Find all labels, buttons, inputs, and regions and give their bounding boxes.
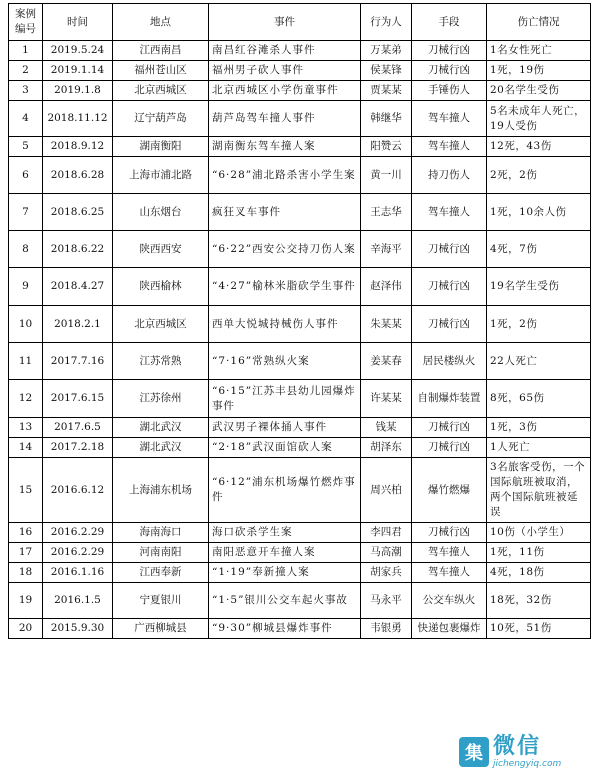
row-means: 爆竹燃爆 bbox=[412, 458, 487, 523]
row-perpetrator: 侯某锋 bbox=[361, 61, 412, 81]
row-event: 北京西城区小学伤童事件 bbox=[209, 81, 361, 101]
row-means: 驾车撞人 bbox=[412, 194, 487, 231]
row-event: “6·15”江苏丰县幼儿园爆炸事件 bbox=[209, 380, 361, 418]
row-time: 2019.5.24 bbox=[43, 41, 113, 61]
row-time: 2016.6.12 bbox=[43, 458, 113, 523]
row-casualties: 1死，11伤 bbox=[487, 543, 591, 563]
row-means: 刀械行凶 bbox=[412, 523, 487, 543]
row-place: 湖北武汉 bbox=[113, 438, 209, 458]
row-casualties: 12死，43伤 bbox=[487, 137, 591, 157]
row-case-number: 20 bbox=[9, 619, 43, 639]
row-case-number: 4 bbox=[9, 101, 43, 137]
row-means: 驾车撞人 bbox=[412, 137, 487, 157]
table-row bbox=[9, 81, 591, 101]
row-casualties: 10死，51伤 bbox=[487, 619, 591, 639]
header-casualties: 伤亡情况 bbox=[487, 4, 591, 41]
row-event: 葫芦岛驾车撞人事件 bbox=[209, 101, 361, 137]
row-case-number: 11 bbox=[9, 343, 43, 380]
row-time: 2018.4.27 bbox=[43, 268, 113, 306]
row-event: 福州男子砍人事件 bbox=[209, 61, 361, 81]
row-means: 持刀伤人 bbox=[412, 157, 487, 194]
row-case-number: 12 bbox=[9, 380, 43, 418]
row-means: 刀械行凶 bbox=[412, 41, 487, 61]
row-means: 刀械行凶 bbox=[412, 438, 487, 458]
table-row bbox=[9, 61, 591, 81]
row-place: 湖南衡阳 bbox=[113, 137, 209, 157]
row-casualties: 1死，19伤 bbox=[487, 61, 591, 81]
row-time: 2016.2.29 bbox=[43, 523, 113, 543]
row-case-number: 10 bbox=[9, 306, 43, 343]
row-means: 刀械行凶 bbox=[412, 231, 487, 268]
row-means: 刀械行凶 bbox=[412, 61, 487, 81]
row-perpetrator: 马永平 bbox=[361, 583, 412, 619]
row-time: 2019.1.14 bbox=[43, 61, 113, 81]
header-row bbox=[9, 4, 591, 41]
row-perpetrator: 李四君 bbox=[361, 523, 412, 543]
row-event: 武汉男子裸体捅人事件 bbox=[209, 418, 361, 438]
table-row bbox=[9, 194, 591, 231]
row-means: 刀械行凶 bbox=[412, 418, 487, 438]
row-case-number: 3 bbox=[9, 81, 43, 101]
table-row bbox=[9, 543, 591, 563]
table-row bbox=[9, 418, 591, 438]
row-place: 宁夏银川 bbox=[113, 583, 209, 619]
row-place: 海南海口 bbox=[113, 523, 209, 543]
row-means: 驾车撞人 bbox=[412, 543, 487, 563]
table-row bbox=[9, 380, 591, 418]
row-time: 2018.6.25 bbox=[43, 194, 113, 231]
row-place: 福州苍山区 bbox=[113, 61, 209, 81]
row-perpetrator: 钱某 bbox=[361, 418, 412, 438]
row-perpetrator: 贾某某 bbox=[361, 81, 412, 101]
row-casualties: 20名学生受伤 bbox=[487, 81, 591, 101]
row-casualties: 3名旅客受伤，一个国际航班被取消，两个国际航班被延误 bbox=[487, 458, 591, 523]
row-time: 2018.2.1 bbox=[43, 306, 113, 343]
row-case-number: 13 bbox=[9, 418, 43, 438]
row-time: 2019.1.8 bbox=[43, 81, 113, 101]
table-body bbox=[9, 41, 591, 639]
row-event: “7·16”常熟纵火案 bbox=[209, 343, 361, 380]
row-perpetrator: 王志华 bbox=[361, 194, 412, 231]
row-time: 2017.6.5 bbox=[43, 418, 113, 438]
row-case-number: 6 bbox=[9, 157, 43, 194]
row-perpetrator: 赵泽伟 bbox=[361, 268, 412, 306]
row-case-number: 15 bbox=[9, 458, 43, 523]
row-case-number: 16 bbox=[9, 523, 43, 543]
header-event: 事件 bbox=[209, 4, 361, 41]
row-event: 南昌红谷滩杀人事件 bbox=[209, 41, 361, 61]
row-time: 2018.11.12 bbox=[43, 101, 113, 137]
row-event: 西单大悦城持械伤人事件 bbox=[209, 306, 361, 343]
row-event: “6·12”浦东机场爆竹燃炸事件 bbox=[209, 458, 361, 523]
row-perpetrator: 万某弟 bbox=[361, 41, 412, 61]
table-row bbox=[9, 438, 591, 458]
row-event: 南阳恶意开车撞人案 bbox=[209, 543, 361, 563]
row-means: 驾车撞人 bbox=[412, 101, 487, 137]
row-time: 2017.7.16 bbox=[43, 343, 113, 380]
row-casualties: 8死，65伤 bbox=[487, 380, 591, 418]
watermark-logo-icon: 集 bbox=[459, 737, 489, 767]
header-means: 手段 bbox=[412, 4, 487, 41]
header-time: 时间 bbox=[43, 4, 113, 41]
row-casualties: 18死，32伤 bbox=[487, 583, 591, 619]
header-place: 地点 bbox=[113, 4, 209, 41]
table-row bbox=[9, 268, 591, 306]
row-casualties: 4死，7伤 bbox=[487, 231, 591, 268]
table-row bbox=[9, 101, 591, 137]
row-place: 辽宁葫芦岛 bbox=[113, 101, 209, 137]
row-means: 手锤伤人 bbox=[412, 81, 487, 101]
header-perpetrator: 行为人 bbox=[361, 4, 412, 41]
row-casualties: 1死，10余人伤 bbox=[487, 194, 591, 231]
row-time: 2016.1.5 bbox=[43, 583, 113, 619]
row-time: 2017.2.18 bbox=[43, 438, 113, 458]
row-place: 江苏常熟 bbox=[113, 343, 209, 380]
row-time: 2018.9.12 bbox=[43, 137, 113, 157]
table-row bbox=[9, 41, 591, 61]
table-row bbox=[9, 523, 591, 543]
row-perpetrator: 朱某某 bbox=[361, 306, 412, 343]
row-event: “6·22”西安公交持刀伤人案 bbox=[209, 231, 361, 268]
header-case-number: 案例编号 bbox=[9, 4, 43, 41]
table-row bbox=[9, 458, 591, 523]
row-place: 江西南昌 bbox=[113, 41, 209, 61]
incident-table bbox=[8, 3, 591, 639]
row-place: 上海市浦北路 bbox=[113, 157, 209, 194]
row-means: 自制爆炸装置 bbox=[412, 380, 487, 418]
row-time: 2018.6.28 bbox=[43, 157, 113, 194]
row-perpetrator: 阳赞云 bbox=[361, 137, 412, 157]
row-perpetrator: 黄一川 bbox=[361, 157, 412, 194]
row-case-number: 17 bbox=[9, 543, 43, 563]
row-casualties: 19名学生受伤 bbox=[487, 268, 591, 306]
table-row bbox=[9, 583, 591, 619]
row-place: 上海浦东机场 bbox=[113, 458, 209, 523]
row-perpetrator: 胡泽东 bbox=[361, 438, 412, 458]
row-means: 居民楼纵火 bbox=[412, 343, 487, 380]
row-perpetrator: 姜某春 bbox=[361, 343, 412, 380]
row-case-number: 7 bbox=[9, 194, 43, 231]
row-casualties: 1死，3伤 bbox=[487, 418, 591, 438]
row-perpetrator: 韩继华 bbox=[361, 101, 412, 137]
row-perpetrator: 马高潮 bbox=[361, 543, 412, 563]
row-place: 北京西城区 bbox=[113, 81, 209, 101]
row-perpetrator: 胡家兵 bbox=[361, 563, 412, 583]
row-case-number: 19 bbox=[9, 583, 43, 619]
row-casualties: 22人死亡 bbox=[487, 343, 591, 380]
row-case-number: 14 bbox=[9, 438, 43, 458]
table-row bbox=[9, 343, 591, 380]
row-case-number: 5 bbox=[9, 137, 43, 157]
row-casualties: 5名未成年人死亡，19人受伤 bbox=[487, 101, 591, 137]
row-means: 公交车纵火 bbox=[412, 583, 487, 619]
row-event: “9·30”柳城县爆炸事件 bbox=[209, 619, 361, 639]
table-row bbox=[9, 619, 591, 639]
row-event: “6·28”浦北路杀害小学生案 bbox=[209, 157, 361, 194]
row-event: 疯狂叉车事件 bbox=[209, 194, 361, 231]
row-means: 刀械行凶 bbox=[412, 306, 487, 343]
row-case-number: 18 bbox=[9, 563, 43, 583]
row-case-number: 2 bbox=[9, 61, 43, 81]
row-means: 刀械行凶 bbox=[412, 268, 487, 306]
row-place: 湖北武汉 bbox=[113, 418, 209, 438]
row-time: 2015.9.30 bbox=[43, 619, 113, 639]
row-casualties: 10伤（小学生） bbox=[487, 523, 591, 543]
row-means: 快递包裹爆炸 bbox=[412, 619, 487, 639]
row-perpetrator: 辛海平 bbox=[361, 231, 412, 268]
table-row bbox=[9, 231, 591, 268]
row-event: 湖南衡东驾车撞人案 bbox=[209, 137, 361, 157]
row-event: 海口砍杀学生案 bbox=[209, 523, 361, 543]
row-time: 2017.6.15 bbox=[43, 380, 113, 418]
row-time: 2018.6.22 bbox=[43, 231, 113, 268]
row-casualties: 2死，2伤 bbox=[487, 157, 591, 194]
row-event: “4·27”榆林米脂砍学生事件 bbox=[209, 268, 361, 306]
row-time: 2016.1.16 bbox=[43, 563, 113, 583]
row-means: 驾车撞人 bbox=[412, 563, 487, 583]
watermark-text bbox=[493, 733, 562, 769]
row-case-number: 1 bbox=[9, 41, 43, 61]
watermark bbox=[459, 734, 591, 770]
row-casualties: 1名女性死亡 bbox=[487, 41, 591, 61]
row-time: 2016.2.29 bbox=[43, 543, 113, 563]
row-place: 江苏徐州 bbox=[113, 380, 209, 418]
table-row bbox=[9, 157, 591, 194]
row-casualties: 1死，2伤 bbox=[487, 306, 591, 343]
row-perpetrator: 周兴柏 bbox=[361, 458, 412, 523]
row-place: 山东烟台 bbox=[113, 194, 209, 231]
table-row bbox=[9, 306, 591, 343]
watermark-name: 微信 bbox=[493, 733, 542, 759]
watermark-domain: jichengyiq.com bbox=[493, 758, 562, 769]
row-event: “1·5”银川公交车起火事故 bbox=[209, 583, 361, 619]
row-case-number: 8 bbox=[9, 231, 43, 268]
row-place: 江西奉新 bbox=[113, 563, 209, 583]
row-event: “1·19”奉新撞人案 bbox=[209, 563, 361, 583]
table-row bbox=[9, 137, 591, 157]
row-place: 陕西西安 bbox=[113, 231, 209, 268]
row-perpetrator: 许某某 bbox=[361, 380, 412, 418]
row-place: 广西柳城县 bbox=[113, 619, 209, 639]
row-place: 河南南阳 bbox=[113, 543, 209, 563]
row-casualties: 1人死亡 bbox=[487, 438, 591, 458]
row-place: 北京西城区 bbox=[113, 306, 209, 343]
row-case-number: 9 bbox=[9, 268, 43, 306]
table-row bbox=[9, 563, 591, 583]
row-event: “2·18”武汉面馆砍人案 bbox=[209, 438, 361, 458]
row-casualties: 4死，18伤 bbox=[487, 563, 591, 583]
row-perpetrator: 韦银勇 bbox=[361, 619, 412, 639]
row-place: 陕西榆林 bbox=[113, 268, 209, 306]
